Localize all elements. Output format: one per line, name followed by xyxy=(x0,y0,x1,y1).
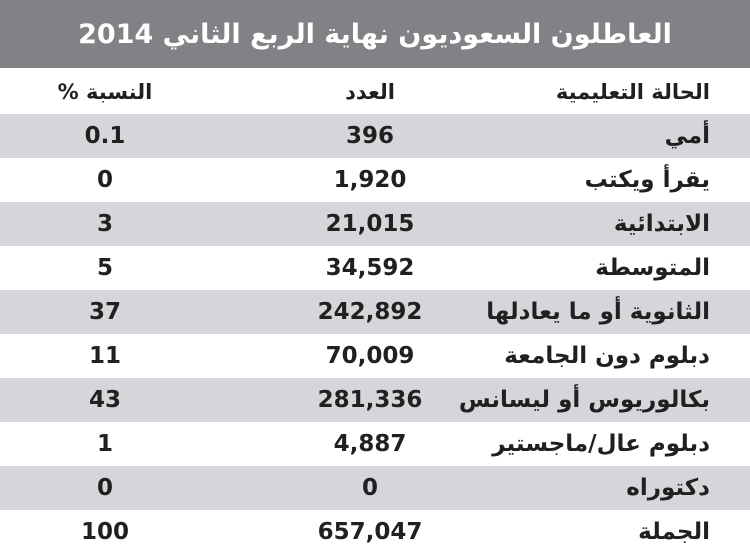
row-percent: 3 xyxy=(96,211,113,237)
table-row xyxy=(0,334,750,378)
row-count: 0 xyxy=(361,475,378,501)
row-education-status: المتوسطة xyxy=(595,255,710,281)
table-row xyxy=(0,158,750,202)
row-education-status: الابتدائية xyxy=(613,211,710,237)
row-education-status: دبلوم عال/ماجستير xyxy=(492,431,710,457)
row-percent: 0 xyxy=(96,167,113,193)
row-percent: 5 xyxy=(96,255,113,281)
row-count: 396 xyxy=(345,123,394,149)
header-count: العدد xyxy=(345,80,395,104)
row-education-status: دبلوم دون الجامعة xyxy=(504,343,710,369)
row-count: 1,920 xyxy=(333,167,407,193)
row-education-status: بكالوريوس أو ليسانس xyxy=(458,387,710,413)
row-percent: 0.1 xyxy=(84,123,126,149)
header-percent: النسبة % xyxy=(57,80,153,104)
row-count: 657,047 xyxy=(317,519,423,545)
row-education-status: يقرأ ويكتب xyxy=(584,167,710,193)
row-percent: 37 xyxy=(88,299,121,325)
row-count: 281,336 xyxy=(317,387,423,413)
row-percent: 11 xyxy=(88,343,121,369)
table-header-row xyxy=(0,70,750,114)
table-title: العاطلون السعوديون نهاية الربع الثاني 2014 xyxy=(0,0,750,68)
table-row xyxy=(0,290,750,334)
row-education-status: أمي xyxy=(664,123,710,149)
row-count: 242,892 xyxy=(317,299,423,325)
table-row xyxy=(0,466,750,510)
table-row xyxy=(0,246,750,290)
table-row xyxy=(0,114,750,158)
row-percent: 1 xyxy=(96,431,113,457)
table-row xyxy=(0,422,750,466)
row-percent: 43 xyxy=(88,387,121,413)
row-count: 34,592 xyxy=(325,255,415,281)
row-percent: 100 xyxy=(80,519,129,545)
header-education-status: الحالة التعليمية xyxy=(555,80,710,104)
table-row xyxy=(0,202,750,246)
row-education-status: دكتوراه xyxy=(626,475,710,501)
table-row xyxy=(0,378,750,422)
row-percent: 0 xyxy=(96,475,113,501)
row-education-status: الثانوية أو ما يعادلها xyxy=(486,299,710,325)
row-education-status: الجملة xyxy=(638,519,710,545)
row-count: 21,015 xyxy=(325,211,415,237)
row-count: 4,887 xyxy=(333,431,407,457)
table-total-row xyxy=(0,510,750,554)
row-count: 70,009 xyxy=(325,343,415,369)
unemployment-table xyxy=(0,70,750,554)
